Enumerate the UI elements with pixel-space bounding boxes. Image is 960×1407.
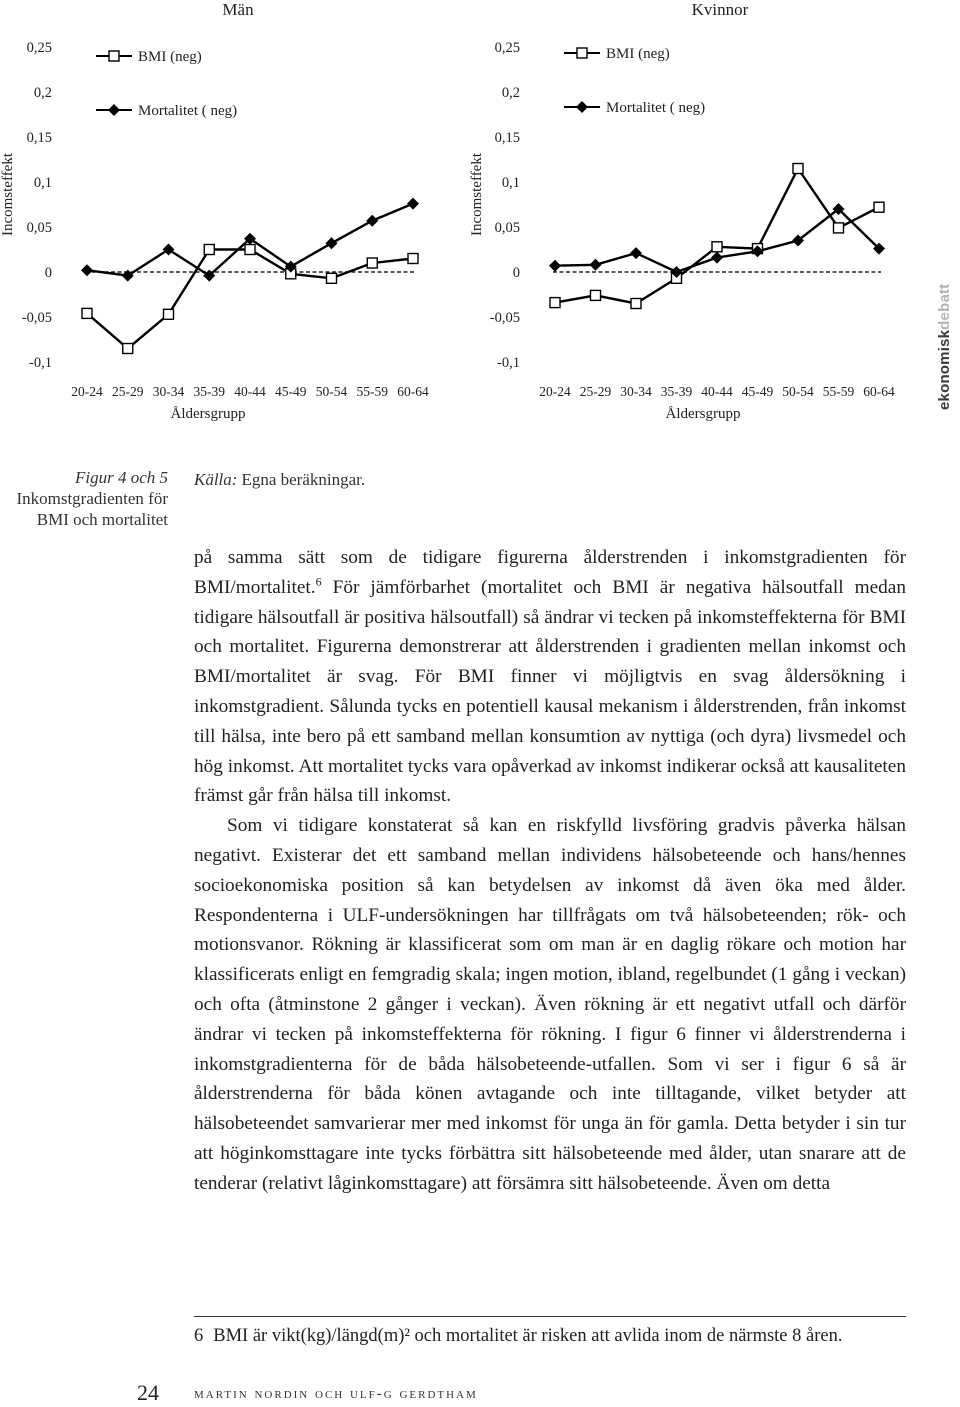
y-tick-label: 0,2 <box>33 85 52 101</box>
x-tick-label: 55-59 <box>822 384 855 399</box>
x-tick-label: 60-64 <box>397 384 429 399</box>
y-tick-label: 0,25 <box>26 40 52 56</box>
x-tick-label: 50-54 <box>782 384 814 399</box>
x-tick-label: 20-24 <box>539 384 571 399</box>
legend-marker-diamond <box>108 104 120 116</box>
chart-men <box>0 0 429 422</box>
source-label: Källa: <box>194 470 238 489</box>
footnote-ref: 6 <box>315 574 322 589</box>
legend-marker-diamond <box>576 101 588 113</box>
data-point-square <box>123 344 133 354</box>
x-tick-label: 50-54 <box>315 384 348 399</box>
data-point-diamond <box>326 237 338 249</box>
footnote-text: BMI är vikt(kg)/längd(m)² och mortalitet är risken att avlida inom de närmste 8 åren. <box>213 1326 843 1346</box>
x-tick-label: 30-34 <box>620 384 652 399</box>
data-point-square <box>591 290 601 300</box>
y-tick-label: -0,1 <box>497 355 520 371</box>
data-point-square <box>631 299 641 309</box>
y-tick-label: 0 <box>512 265 520 281</box>
data-point-diamond <box>630 247 642 259</box>
charts-canvas <box>0 0 960 440</box>
chart-women <box>469 0 895 422</box>
chart-title: Kvinnor <box>691 0 749 19</box>
y-tick-label: 0 <box>44 265 52 281</box>
legend-marker-square <box>577 48 587 58</box>
brand-logo: ekonomiskdebatt <box>936 283 953 410</box>
chart-title: Män <box>222 0 254 19</box>
paragraph-2: Som vi tidigare konstaterat så kan en riskfylld livsföring gradvis påverka hälsan negativt. Existerar det ett samband mellan individens hälsobeteende och hans/hennes socioekonomiska position så kan betydelsen av inkomst då även öka med ålder. Respondenterna i ULF-undersökningen har tillfrågats om två hälsobeteenden; rök- och motionsvanor. Rökning är klassificerat som om man är en daglig rökare och motion har klassificerats enligt en femgradig skala; ingen motion, ibland, regelbundet (1 gång i veckan) och ofta (åtminstone 2 gånger i veckan). Även rökning är ett negativt utfall och därför ändrar vi tecken på inkomsteffekterna för rökning. I figur 6 finner vi ålderstrenderna i inkomstgradienterna för de båda hälsobeteende-utfallen. Som vi ser i figur 6 så är ålderstrenderna för båda könen avtagande och inte tilltagande, vilket betyder att hälsobeteendet samvarierar mer med inkomst för unga än för gamla. Detta betyder i sin tur att höginkomsttagare inte tycks förbättra sitt hälsobeteende med ålder, utan snarare att de tenderar (relativt låginkomsttagare) att försämra sitt hälsobeteende. Även om detta <box>194 815 906 1194</box>
footnote-number: 6 <box>194 1326 204 1346</box>
data-point-square <box>408 254 418 264</box>
figure-caption <box>10 467 168 530</box>
y-axis-label: Incomsteffekt <box>469 152 485 237</box>
data-point-square <box>367 258 377 268</box>
x-tick-label: 40-44 <box>701 384 733 399</box>
paragraph-1: på samma sätt som de tidigare figurerna ålderstrenden i inkomstgradienten för BMI/mortalitet.$^6$ För jämförbarhet (mortalitet och BMI är negativa hälsoutfall medan tidigare hälsoutfall är positiva hälsoutfall) så ändrar vi tecken på inkomsteffekterna för BMI och mortalitet. Figurerna demonstrerar att ålderstrenden i gradienten mellan inkomst och BMI/mortalitet är svag. För BMI finner vi möjligtvis en svag åldersökning i inkomstgradient. Sålunda tycks en potentiell kausal mekanism i ålderstrenden, från inkomst till hälsa, inte bero på ett samband mellan konsumtion av nyttiga (och dyra) livsmedel och hög inkomst. Att mortalitet tycks vara opåverkad av inkomst indikerar också att kausaliteten främst går från hälsa till inkomst. <box>194 547 906 807</box>
data-point-diamond <box>590 259 602 271</box>
data-point-square <box>327 273 337 283</box>
data-point-square <box>874 202 884 212</box>
data-point-square <box>834 223 844 233</box>
x-tick-label: 45-49 <box>741 384 774 399</box>
y-tick-label: 0,15 <box>26 130 52 146</box>
data-point-square <box>550 298 560 308</box>
y-tick-label: 0,2 <box>501 85 520 101</box>
legend-label: BMI (neg) <box>138 49 202 65</box>
data-point-diamond <box>81 264 93 276</box>
y-tick-label: 0,1 <box>33 175 52 191</box>
figure-caption-text: Inkomstgradienten för BMI och mortalitet <box>16 489 168 529</box>
x-tick-label: 20-24 <box>71 384 103 399</box>
x-axis-label: Åldersgrupp <box>665 406 741 422</box>
data-point-diamond <box>711 252 723 264</box>
data-point-square <box>245 245 255 255</box>
x-tick-label: 55-59 <box>356 384 388 399</box>
y-axis-label: Incomsteffekt <box>0 152 16 237</box>
data-point-square <box>712 242 722 252</box>
data-point-diamond <box>163 244 175 256</box>
legend-label: Mortalitet ( neg) <box>138 103 238 119</box>
x-tick-label: 25-29 <box>579 384 612 399</box>
y-tick-label: -0,05 <box>489 310 520 326</box>
page-number: 24 <box>137 1380 159 1405</box>
y-tick-label: 0,05 <box>494 220 520 236</box>
footnote-divider <box>194 1316 906 1317</box>
data-point-square <box>204 245 214 255</box>
y-tick-label: -0,1 <box>29 355 52 371</box>
data-point-diamond <box>366 215 378 227</box>
y-tick-label: 0,25 <box>494 40 520 56</box>
x-tick-label: 30-34 <box>152 384 185 399</box>
running-footer-authors: martin nordin och ulf-g gerdtham <box>194 1386 478 1402</box>
figure-label: Figur 4 och 5 <box>74 468 168 487</box>
data-point-square <box>164 309 174 319</box>
x-tick-label: 35-39 <box>193 384 225 399</box>
x-tick-label: 25-29 <box>112 384 144 399</box>
data-point-diamond <box>407 198 419 210</box>
footnote <box>194 1325 906 1347</box>
x-tick-label: 45-49 <box>275 384 307 399</box>
legend-label: BMI (neg) <box>606 46 670 62</box>
body-text <box>194 543 906 1199</box>
y-tick-label: 0,1 <box>501 175 520 191</box>
x-tick-label: 40-44 <box>234 384 266 399</box>
data-point-diamond <box>549 260 561 272</box>
y-tick-label: 0,05 <box>26 220 52 236</box>
data-point-square <box>793 164 803 174</box>
figure-source <box>194 470 365 490</box>
x-axis-label: Åldersgrupp <box>170 406 246 422</box>
series-line <box>87 250 413 349</box>
source-text: Egna beräkningar. <box>241 470 366 489</box>
x-tick-label: 60-64 <box>863 384 895 399</box>
x-tick-label: 35-39 <box>660 384 693 399</box>
series-line <box>555 169 879 304</box>
y-tick-label: -0,05 <box>21 310 52 326</box>
data-point-square <box>82 308 92 318</box>
legend-label: Mortalitet ( neg) <box>606 100 706 116</box>
legend-marker-square <box>109 51 119 61</box>
y-tick-label: 0,15 <box>494 130 520 146</box>
